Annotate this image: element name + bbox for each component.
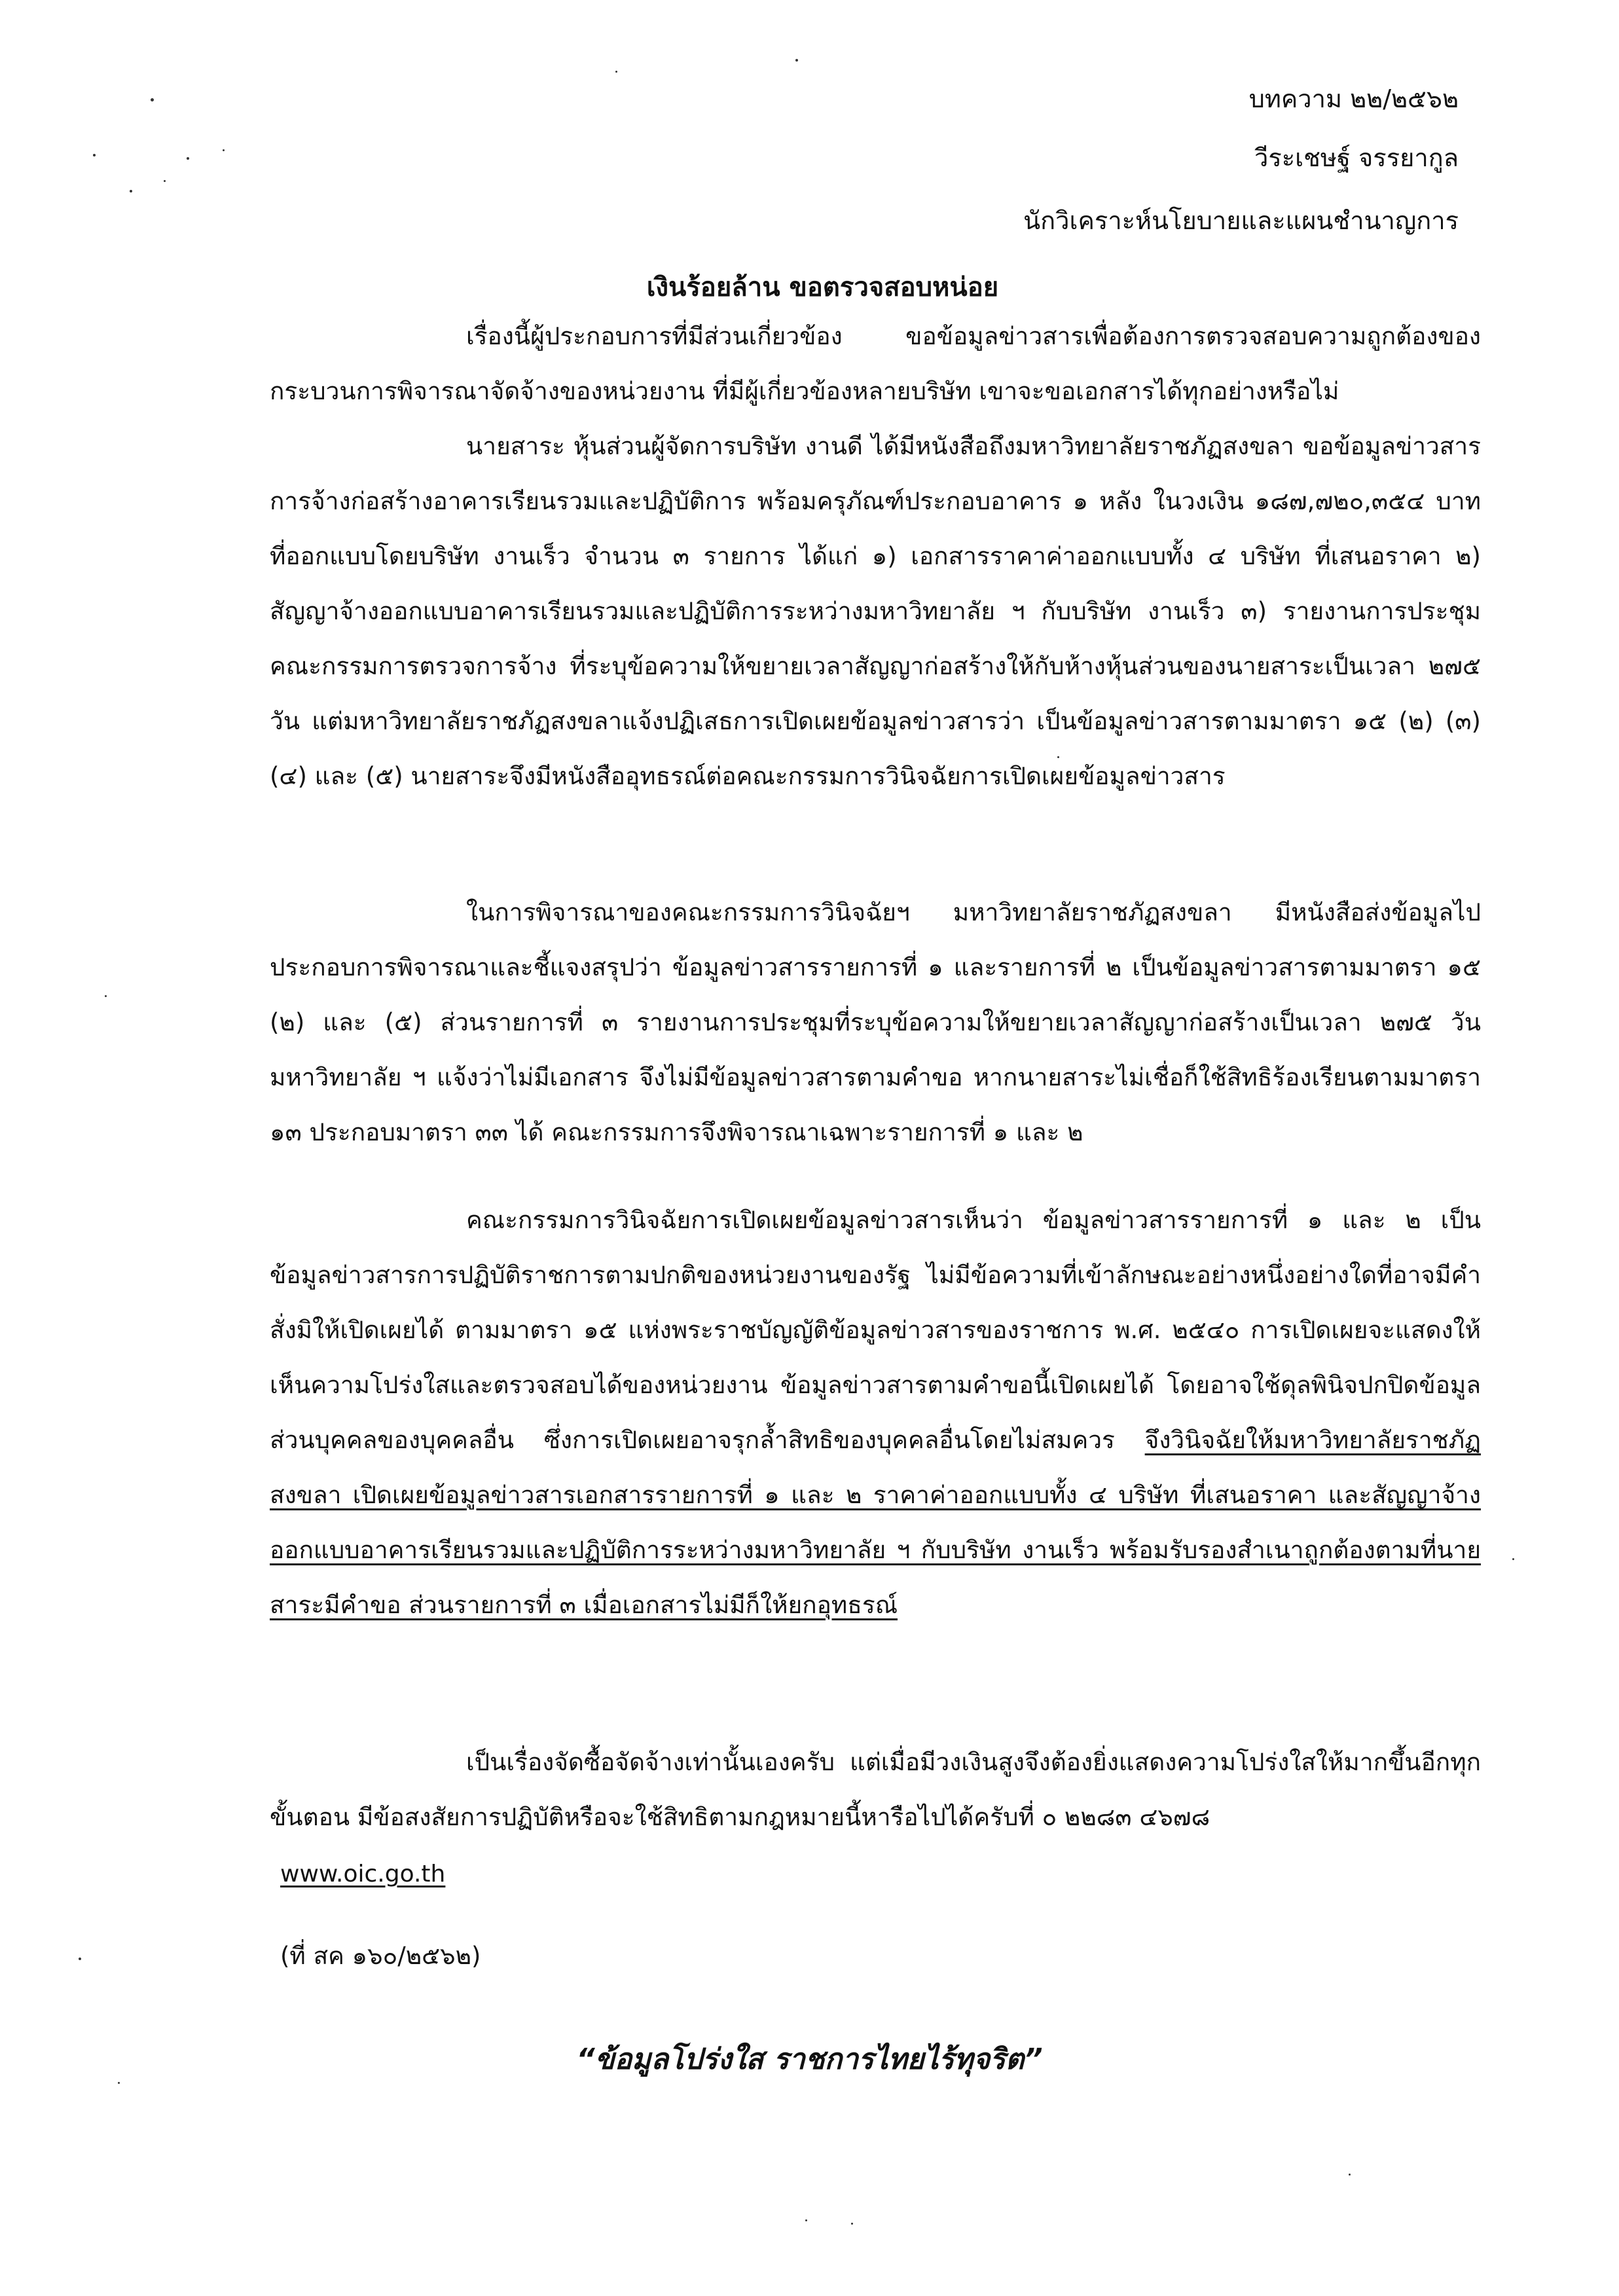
author-name: วีระเชษฐ์ จรรยากูล <box>1254 143 1459 172</box>
scan-speck <box>79 1958 81 1960</box>
scan-speck <box>795 59 798 62</box>
article-number: บทความ ๒๒/๒๕๖๒ <box>1248 84 1459 113</box>
paragraph-consideration: ในการพิจารณาของคณะกรรมการวินิจฉัยฯ มหาวิทยาลัยราชภัฏสงขลา มีหนังสือส่งข้อมูลไปประกอบการพิจารณาและชี้แจงสรุปว่า ข้อมูลข่าวสารรายการที่ ๑ และรายการที่ ๒ เป็นข้อมูลข่าวสารตามมาตรา ๑๕ (๒) และ (๕) ส่วนรายการที่ ๓ รายงานการประชุมที่ระบุข้อความให้ขยายเวลาสัญญาก่อสร้างเป็นเวลา ๒๗๕ วัน มหาวิทยาลัย ฯ แจ้งว่าไม่มีเอกสาร จึงไม่มีข้อมูลข่าวสารตามคำขอ หากนายสาระไม่เชื่อก็ใช้สิทธิร้องเรียนตามมาตรา ๑๓ ประกอบมาตรา ๓๓ ได้ คณะกรรมการจึงพิจารณาเฉพาะรายการที่ ๑ และ ๒ <box>270 898 1481 1146</box>
author-position: นักวิเคราะห์นโยบายและแผนชำนาญการ <box>1023 206 1459 235</box>
reference-number: (ที่ สค ๑๖๐/๒๕๖๒) <box>280 1942 481 1970</box>
scan-speck <box>223 149 225 151</box>
scan-speck <box>187 157 189 160</box>
paragraph-ruling <box>270 1193 1481 1633</box>
ruling-reasoning: คณะกรรมการวินิจฉัยการเปิดเผยข้อมูลข่าวสารเห็นว่า ข้อมูลข่าวสารรายการที่ ๑ และ ๒ เป็นข้อมูลข่าวสารการปฏิบัติราชการตามปกติของหน่วยงานของรัฐ ไม่มีข้อความที่เข้าลักษณะอย่างหนึ่งอย่างใดที่อาจมีคำสั่งมิให้เปิดเผยได้ ตามมาตรา ๑๕ แห่งพระราชบัญญัติข้อมูลข่าวสารของราชการ พ.ศ. ๒๕๔๐ การเปิดเผยจะแสดงให้เห็นความโปร่งใสและตรวจสอบได้ของหน่วยงาน ข้อมูลข่าวสารตามคำขอนี้เปิดเผยได้ โดยอาจใช้ดุลพินิจปกปิดข้อมูลส่วนบุคคลของบุคคลอื่น ซึ่งการเปิดเผยอาจรุกล้ำสิทธิของบุคคลอื่นโดยไม่สมควร <box>270 1206 1481 1454</box>
scan-speck <box>805 2219 807 2221</box>
scan-speck <box>93 154 96 156</box>
scan-speck <box>164 180 166 182</box>
ruling-decision: จึงวินิจฉัยให้มหาวิทยาลัยราชภัฏสงขลา เปิดเผยข้อมูลข่าวสารเอกสารรายการที่ ๑ และ ๒ ราคาค่าออกแบบทั้ง ๔ บริษัท ที่เสนอราคา และสัญญาจ้างออกแบบอาคารเรียนรวมและปฏิบัติการระหว่างมหาวิทยาลัย ฯ กับบริษัท งานเร็ว พร้อมรับรองสำเนาถูกต้องตามที่นายสาระมีคำขอ ส่วนรายการที่ ๓ เมื่อเอกสารไม่มีก็ให้ยกอุทธรณ์ <box>270 1426 1481 1619</box>
scan-speck <box>151 98 154 101</box>
scan-speck <box>130 190 132 192</box>
scan-speck <box>1057 756 1059 758</box>
scan-speck <box>1349 2174 1351 2176</box>
website-link[interactable]: www.oic.go.th <box>280 1861 446 1887</box>
scan-speck <box>615 71 617 73</box>
paragraph-closing: เป็นเรื่องจัดซื้อจัดจ้างเท่านั้นเองครับ แต่เมื่อมีวงเงินสูงจึงต้องยิ่งแสดงความโปร่งใสให้มากขึ้นอีกทุกขั้นตอน มีข้อสงสัยการปฏิบัติหรือจะใช้สิทธิตามกฎหมายนี้หารือไปได้ครับที่ ๐ ๒๒๘๓ ๔๖๗๘ <box>270 1748 1481 1831</box>
scan-speck <box>105 995 107 997</box>
document-title: เงินร้อยล้าน ขอตรวจสอบหน่อย <box>646 272 999 302</box>
scan-speck <box>851 2223 853 2225</box>
paragraph-intro: เรื่องนี้ผู้ประกอบการที่มีส่วนเกี่ยวข้อง ขอข้อมูลข่าวสารเพื่อต้องการตรวจสอบความถูกต้องของกระบวนการพิจารณาจัดจ้างของหน่วยงาน ที่มีผู้เกี่ยวข้องหลายบริษัท เขาจะขอเอกสารได้ทุกอย่างหรือไม่ <box>270 322 1481 405</box>
slogan: “ข้อมูลโปร่งใส ราชการไทยไร้ทุจริต” <box>576 2043 1043 2076</box>
scan-speck <box>118 2082 120 2084</box>
paragraph-request: นายสาระ หุ้นส่วนผู้จัดการบริษัท งานดี ได้มีหนังสือถึงมหาวิทยาลัยราชภัฏสงขลา ขอข้อมูลข่าวสารการจ้างก่อสร้างอาคารเรียนรวมและปฏิบัติการ พร้อมครุภัณฑ์ประกอบอาคาร ๑ หลัง ในวงเงิน ๑๘๗,๗๒๐,๓๕๔ บาท ที่ออกแบบโดยบริษัท งานเร็ว จำนวน ๓ รายการ ได้แก่ ๑) เอกสารราคาค่าออกแบบทั้ง ๔ บริษัท ที่เสนอราคา ๒) สัญญาจ้างออกแบบอาคารเรียนรวมและปฏิบัติการระหว่างมหาวิทยาลัย ฯ กับบริษัท งานเร็ว ๓) รายงานการประชุมคณะกรรมการตรวจการจ้าง ที่ระบุข้อความให้ขยายเวลาสัญญาก่อสร้างให้กับห้างหุ้นส่วนของนายสาระเป็นเวลา ๒๗๕ วัน แต่มหาวิทยาลัยราชภัฏสงขลาแจ้งปฏิเสธการเปิดเผยข้อมูลข่าวสารว่า เป็นข้อมูลข่าวสารตามมาตรา ๑๕ (๒) (๓) (๔) และ (๕) นายสาระจึงมีหนังสืออุทธรณ์ต่อคณะกรรมการวินิจฉัยการเปิดเผยข้อมูลข่าวสาร <box>270 432 1481 790</box>
scan-speck <box>1512 1558 1514 1560</box>
